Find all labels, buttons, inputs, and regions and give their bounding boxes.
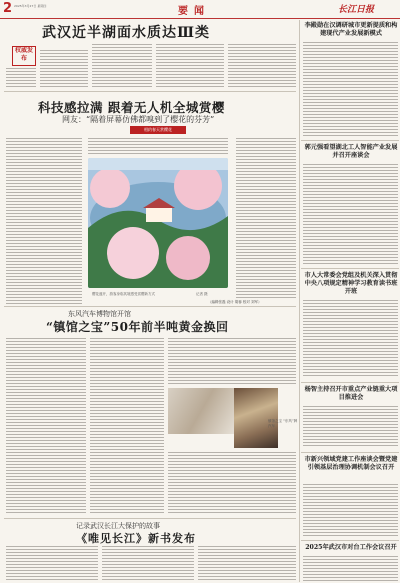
photo-credit: 记者 摄 [196,292,208,296]
right-body-5 [303,484,398,538]
section-rule [4,306,296,307]
book-headline: 《唯见长江》新书发布 [76,532,196,545]
photo-caption: 樱花盛开，游客身临其境感受赏樱新方式 [92,292,155,296]
lead-body-col1 [40,50,88,88]
newspaper-logo: 长江日报 [338,5,375,15]
feature-banner: 相约春天赏樱花 [130,126,186,134]
page-number: 2 [3,1,13,16]
auto-kicker: 东风汽车博物馆开馆 [68,310,131,318]
right-body-3 [303,300,398,378]
section-rule [4,518,296,519]
lead-body-col0 [6,68,36,88]
lead-headline: 武汉近半湖面水质达Ⅲ类 [42,25,211,41]
feature-body-right [236,138,296,298]
section-rule [301,452,399,453]
section-rule [301,140,399,141]
right-headline-3: 市人大常委会党组及机关深入贯彻中央八项规定精神学习教育读书班开班 [304,272,398,295]
book-kicker: 记录武汉长江大保护的故事 [76,522,160,530]
book-body-col3 [198,546,296,582]
right-body-4 [303,406,398,448]
book-body-col2 [102,546,194,582]
car-photo [234,388,278,448]
right-headline-1: 李殿勋在汉调研城市更新提质和构建现代产业发展新模式 [304,22,398,37]
section-rule [301,540,399,541]
feature-subheadline: 网友：“隔着屏幕仿佛都嗅到了樱花的芬芳” [62,115,215,124]
release-stamp: 权威发布 [12,46,36,66]
feature-body-left [6,138,82,304]
right-body-1 [303,42,398,136]
right-headline-2: 郭元强看望湖北工人智能产业发展并召开座谈会 [304,144,398,159]
lead-body-col4 [228,44,296,88]
museum-photo [168,388,234,434]
section-rule [301,268,399,269]
book-body-col1 [6,546,98,582]
issue-date: 2025年3月27日 星期四 [14,4,47,8]
right-body-6 [303,556,398,582]
editor-credit: （编辑张磊 设计 胡蓉 校对 刘军） [208,300,262,304]
car-caption: 镇馆之宝 “东风”牌汽车 [268,419,298,428]
column-divider [299,20,300,582]
right-body-2 [303,164,398,264]
auto-body-col3 [168,338,296,384]
right-headline-4: 杨智主持召开市重点产业链重大项目推进会 [304,386,398,401]
cherry-blossom-photo [88,158,228,288]
auto-body-col1 [6,338,86,514]
lead-body-col2 [92,44,152,88]
auto-body-col4 [168,452,296,514]
right-headline-5: 市新兴领域党建工作座谈会暨党建引领基层治理协调机制会议召开 [304,456,398,471]
auto-body-col2 [90,338,164,514]
section-title: 要闻 [178,6,210,17]
right-headline-6: 2025年武汉市对台工作会议召开 [305,544,397,551]
feature-body-top [88,138,228,154]
section-rule [4,91,296,92]
feature-headline: 科技感拉满 跟着无人机全城赏樱 [38,100,225,115]
lead-body-col3 [156,44,224,88]
auto-headline: “镇馆之宝”50年前半吨黄金换回 [46,320,229,334]
section-rule [301,382,399,383]
